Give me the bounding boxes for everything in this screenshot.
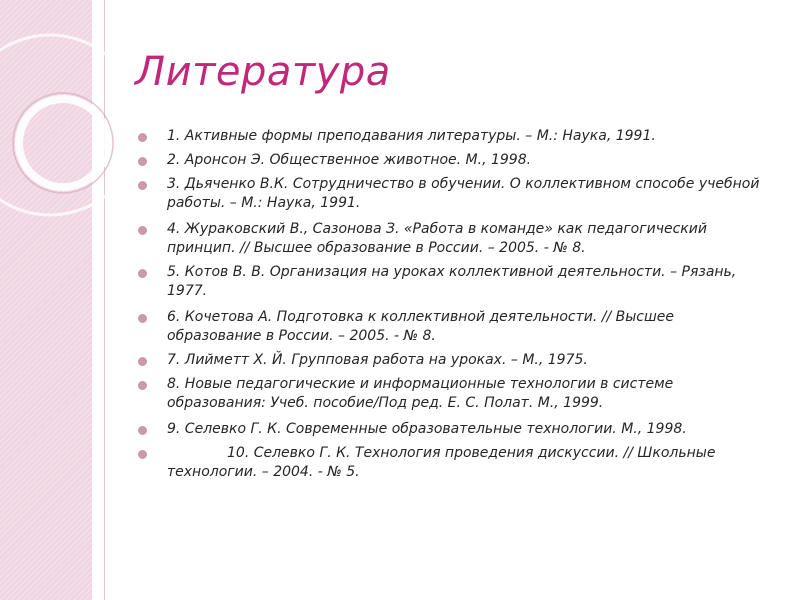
reference-text: 7. Лийметт Х. Й. Групповая работа на уроках. – М., 1975.	[167, 352, 588, 368]
bullet-icon	[138, 133, 147, 142]
reference-text: 5. Котов В. В. Организация на уроках коллективной деятельности. – Рязань, 1977.	[167, 264, 737, 299]
bullet-icon	[138, 269, 147, 278]
bullet-icon	[138, 157, 147, 166]
reference-text: 10. Селевко Г. К. Технология проведения дискуссии. // Школьные технологии. – 2004. - № 5.	[167, 445, 716, 480]
bullet-icon	[138, 450, 147, 459]
reference-text: 9. Селевко Г. К. Современные образовательные технологии. М., 1998.	[167, 421, 687, 437]
decorative-circle-outline	[13, 93, 113, 193]
list-item	[138, 444, 768, 482]
list-item	[138, 420, 768, 439]
bullet-icon	[138, 226, 147, 235]
bullet-icon	[138, 314, 147, 323]
reference-text: 3. Дьяченко В.К. Сотрудничество в обучении. О коллективном способе учебной работы. – М.: Наука, 1991.	[167, 176, 760, 211]
list-item	[138, 308, 768, 346]
list-item	[138, 375, 768, 413]
page-title: Литература	[135, 49, 391, 95]
list-item	[138, 351, 768, 370]
reference-text: 1. Активные формы преподавания литературы. – М.: Наука, 1991.	[167, 128, 656, 144]
bullet-icon	[138, 357, 147, 366]
decorative-circle-small	[19, 99, 107, 187]
list-item	[138, 175, 768, 213]
reference-list	[138, 127, 768, 487]
bullet-icon	[138, 181, 147, 190]
list-item	[138, 151, 768, 170]
list-item	[138, 220, 768, 258]
list-item	[138, 127, 768, 146]
bullet-icon	[138, 381, 147, 390]
reference-text: 4. Жураковский В., Сазонова З. «Работа в команде» как педагогический принцип. // Высшее образование в России. – 2005. - № 8.	[167, 221, 707, 256]
reference-text: 2. Аронсон Э. Общественное животное. М., 1998.	[167, 152, 532, 168]
bullet-icon	[138, 426, 147, 435]
reference-text: 8. Новые педагогические и информационные технологии в системе образования: Учеб. пособие/Под ред. Е. С. Полат. М., 1999.	[167, 376, 674, 411]
reference-text: 6. Кочетова А. Подготовка к коллективной деятельности. // Высшее образование в России. – 2005. - № 8.	[167, 309, 675, 344]
list-item	[138, 263, 768, 301]
